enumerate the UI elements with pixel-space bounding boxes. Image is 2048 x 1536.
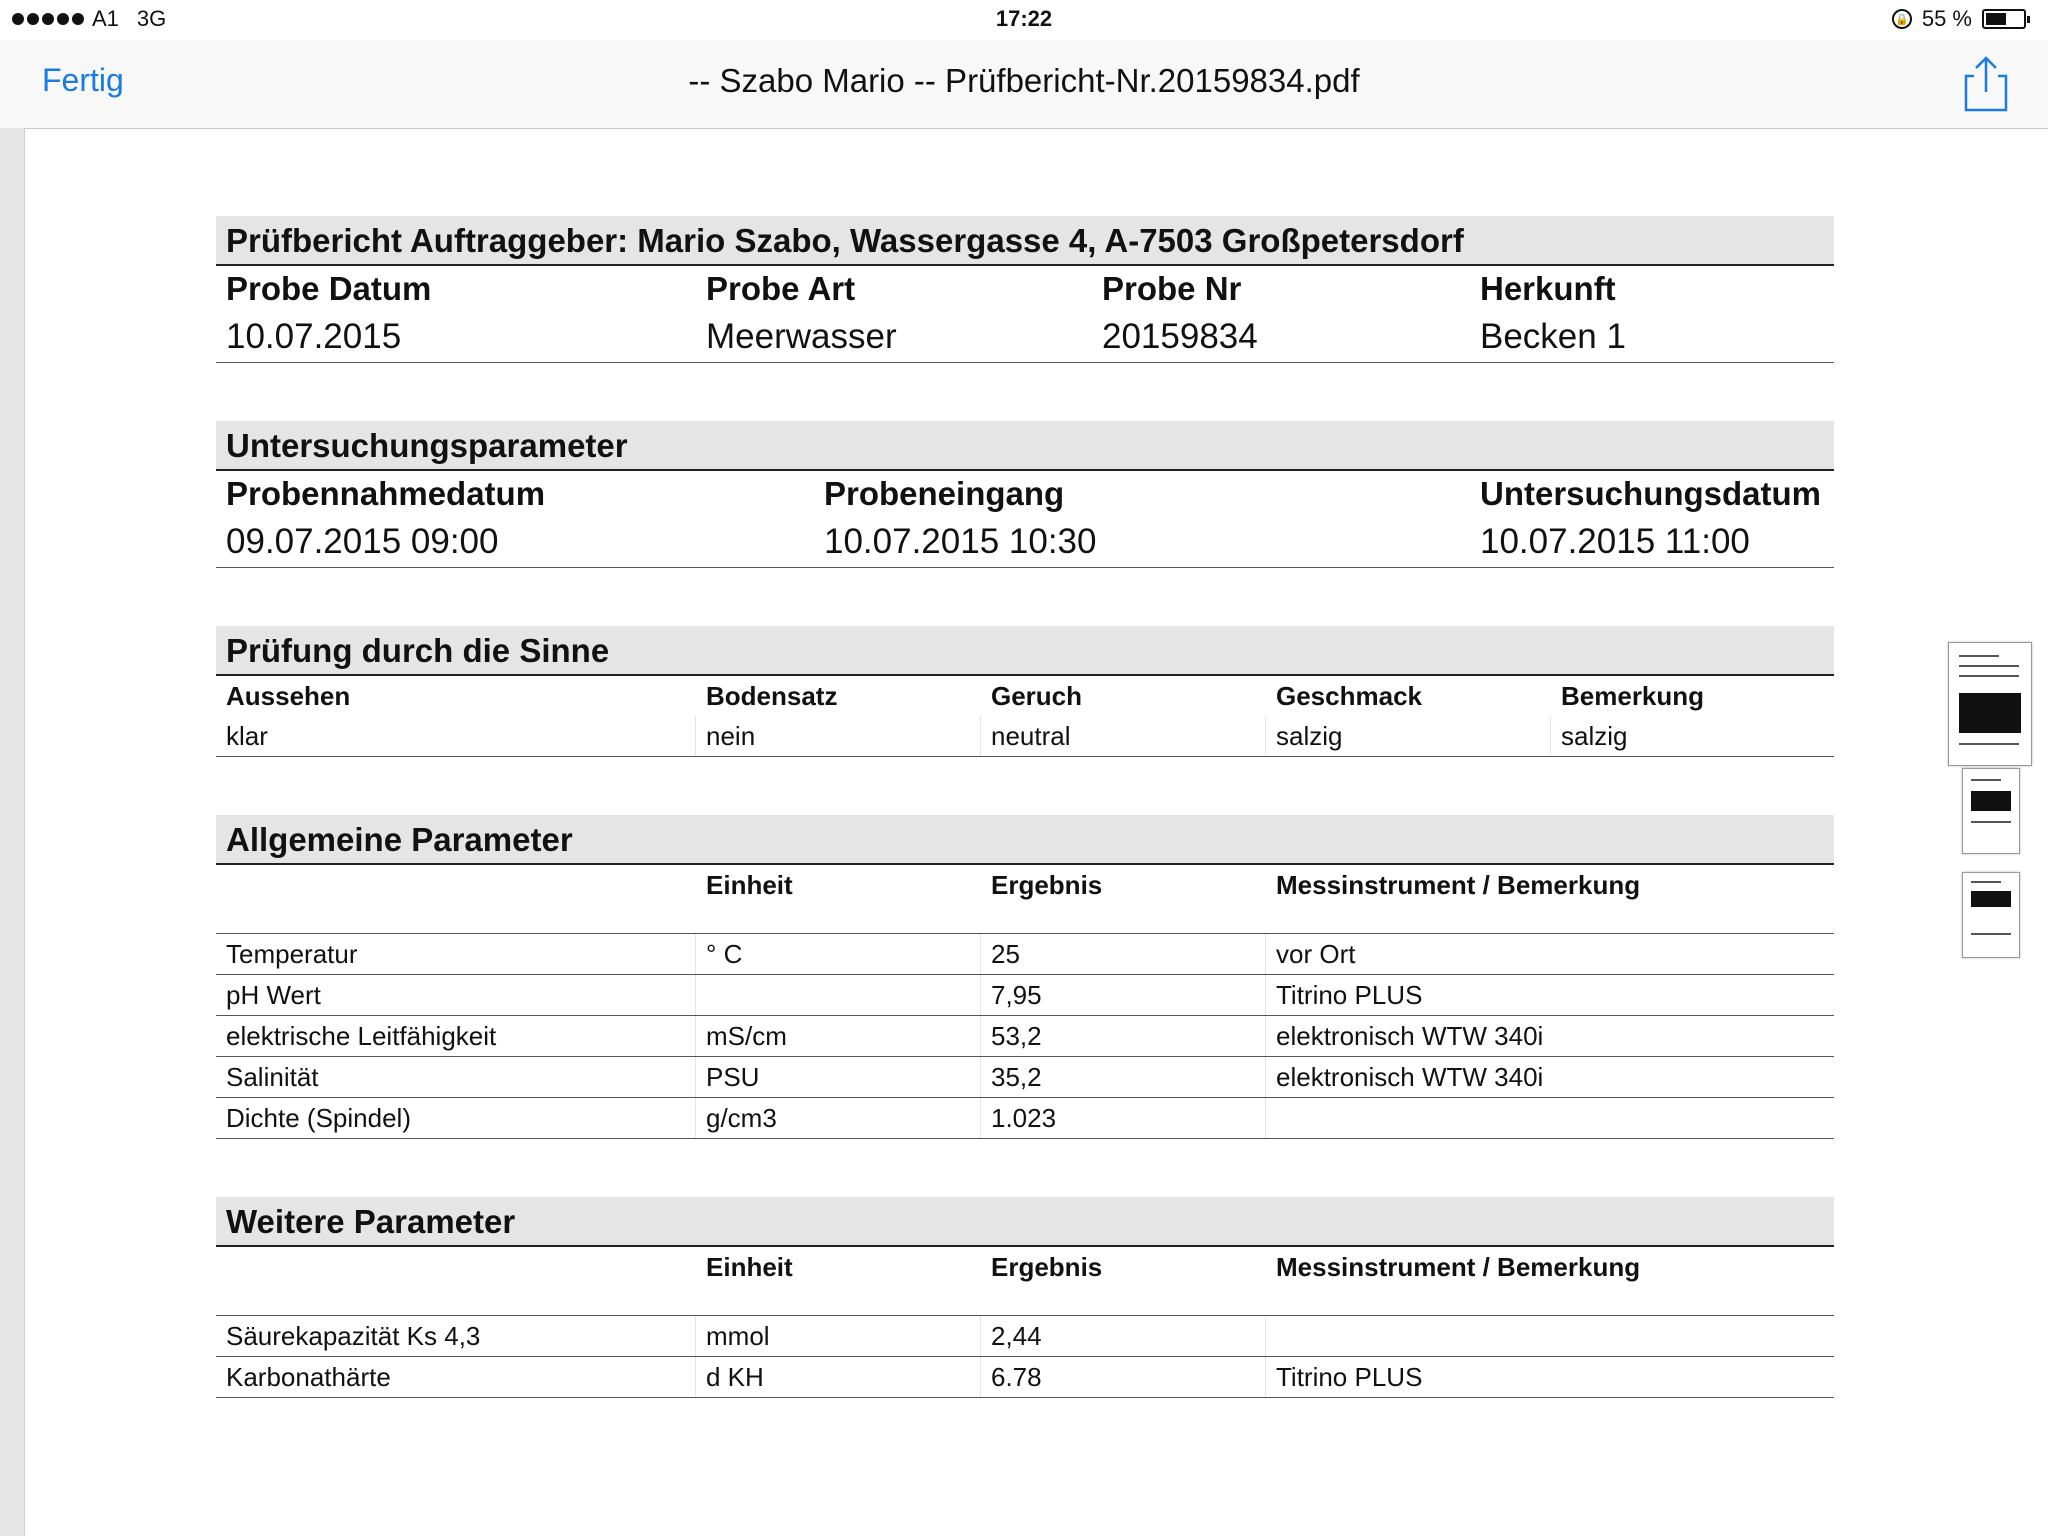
header-label-row <box>216 266 1834 312</box>
value-geruch: neutral <box>981 716 1266 756</box>
cell-messinstrument: vor Ort <box>1276 939 1356 969</box>
status-time: 17:22 <box>995 6 1053 31</box>
table-row <box>216 1057 1834 1098</box>
cell-einheit: g/cm3 <box>696 1098 981 1138</box>
header-value-row <box>216 312 1834 363</box>
done-button[interactable]: Fertig <box>42 62 124 98</box>
table-row <box>216 934 1834 975</box>
label-probe-art: Probe Art <box>706 270 856 307</box>
table-row <box>216 1357 1834 1398</box>
cell-ergebnis: 6.78 <box>981 1357 1266 1397</box>
column-header-parameter <box>216 1247 696 1315</box>
value-probeneingang: 10.07.2015 10:30 <box>824 522 1097 561</box>
value-geschmack: salzig <box>1266 716 1551 756</box>
report-header-section <box>216 216 1834 363</box>
sinne-label-row <box>216 676 1834 716</box>
document-title: -- Szabo Mario -- Prüfbericht-Nr.20159834.pdf <box>688 62 1360 99</box>
battery-icon <box>1982 9 2026 29</box>
table-header-row <box>216 1247 1834 1316</box>
page-thumbnail-1[interactable] <box>1948 642 2032 766</box>
sinne-value-row <box>216 716 1834 757</box>
battery-fill <box>1986 13 2006 25</box>
status-right <box>1892 6 2026 32</box>
value-probe-datum: 10.07.2015 <box>226 317 402 356</box>
cell-ergebnis: 53,2 <box>981 1016 1266 1056</box>
value-probe-nr: 20159834 <box>1102 317 1258 356</box>
page-thumbnail-3[interactable] <box>1962 872 2020 958</box>
cell-einheit: ° C <box>696 934 981 974</box>
column-header-ergebnis: Ergebnis <box>991 870 1103 900</box>
cell-messinstrument <box>1266 1316 1834 1356</box>
label-bemerkung: Bemerkung <box>1561 681 1705 711</box>
section-title: Prüfung durch die Sinne <box>216 626 1834 676</box>
value-bemerkung: salzig <box>1561 721 1628 751</box>
label-geschmack: Geschmack <box>1276 681 1422 711</box>
carrier-name: A1 <box>92 6 119 31</box>
untersuchung-label-row <box>216 471 1834 517</box>
status-bar <box>0 0 2048 40</box>
cell-messinstrument: elektronisch WTW 340i <box>1276 1062 1544 1092</box>
cell-ergebnis: 35,2 <box>981 1057 1266 1097</box>
column-header-messinstrument: Messinstrument / Bemerkung <box>1276 870 1641 900</box>
label-bodensatz: Bodensatz <box>706 681 838 711</box>
cell-einheit: mmol <box>696 1316 981 1356</box>
value-bodensatz: nein <box>696 716 981 756</box>
label-probennahmedatum: Probennahmedatum <box>226 475 546 512</box>
cell-messinstrument: Titrino PLUS <box>1276 980 1423 1010</box>
table-row <box>216 1016 1834 1057</box>
page-edge <box>0 128 25 1536</box>
label-probe-nr: Probe Nr <box>1102 270 1242 307</box>
cell-messinstrument <box>1266 1098 1834 1138</box>
column-header-parameter <box>216 865 696 933</box>
cell-einheit: d KH <box>696 1357 981 1397</box>
section-title: Untersuchungsparameter <box>216 421 1834 471</box>
label-aussehen: Aussehen <box>226 681 351 711</box>
cell-ergebnis: 1.023 <box>981 1098 1266 1138</box>
cell-parameter: Karbonathärte <box>216 1357 696 1397</box>
section-title: Allgemeine Parameter <box>216 815 1834 865</box>
table-row <box>216 1098 1834 1139</box>
column-header-ergebnis: Ergebnis <box>991 1252 1103 1282</box>
label-probe-datum: Probe Datum <box>226 270 432 307</box>
cell-parameter: Dichte (Spindel) <box>216 1098 696 1138</box>
untersuchung-value-row <box>216 517 1834 568</box>
cell-ergebnis: 2,44 <box>981 1316 1266 1356</box>
section-title: Prüfbericht Auftraggeber: Mario Szabo, Wassergasse 4, A-7503 Großpetersdorf <box>216 216 1834 266</box>
rotation-lock-icon: 🔒 <box>1892 9 1912 29</box>
label-untersuchungsdatum: Untersuchungsdatum <box>1480 475 1822 512</box>
document-page <box>216 216 1834 1456</box>
cell-einheit: PSU <box>696 1057 981 1097</box>
navigation-bar <box>0 40 2048 129</box>
value-probennahmedatum: 09.07.2015 09:00 <box>226 522 499 561</box>
table-header-row <box>216 865 1834 934</box>
cell-parameter: Säurekapazität Ks 4,3 <box>216 1316 696 1356</box>
battery-percent: 55 % <box>1921 6 1972 31</box>
cell-messinstrument: elektronisch WTW 340i <box>1276 1021 1544 1051</box>
label-geruch: Geruch <box>991 681 1083 711</box>
cell-ergebnis: 7,95 <box>981 975 1266 1015</box>
share-icon[interactable] <box>1960 54 2012 114</box>
cell-parameter: Salinität <box>216 1057 696 1097</box>
cell-ergebnis: 25 <box>981 934 1266 974</box>
cell-parameter: Temperatur <box>216 934 696 974</box>
untersuchung-section <box>216 421 1834 568</box>
column-header-einheit: Einheit <box>706 1252 793 1282</box>
value-aussehen: klar <box>216 716 696 756</box>
column-header-einheit: Einheit <box>706 870 793 900</box>
column-header-messinstrument: Messinstrument / Bemerkung <box>1276 1252 1641 1282</box>
table-row <box>216 975 1834 1016</box>
cell-parameter: pH Wert <box>216 975 696 1015</box>
sinne-section <box>216 626 1834 757</box>
value-herkunft: Becken 1 <box>1480 317 1626 356</box>
label-probeneingang: Probeneingang <box>824 475 1065 512</box>
cell-messinstrument: Titrino PLUS <box>1276 1362 1423 1392</box>
section-title: Weitere Parameter <box>216 1197 1834 1247</box>
label-herkunft: Herkunft <box>1480 270 1616 307</box>
cell-parameter: elektrische Leitfähigkeit <box>216 1016 696 1056</box>
cell-einheit <box>696 975 981 1015</box>
page-thumbnail-2[interactable] <box>1962 768 2020 854</box>
allgemein-section <box>216 815 1834 1139</box>
value-untersuchungsdatum: 10.07.2015 11:00 <box>1480 522 1750 561</box>
weitere-section <box>216 1197 1834 1398</box>
value-probe-art: Meerwasser <box>706 317 897 356</box>
table-row <box>216 1316 1834 1357</box>
cell-einheit: mS/cm <box>696 1016 981 1056</box>
network-type: 3G <box>136 6 167 31</box>
